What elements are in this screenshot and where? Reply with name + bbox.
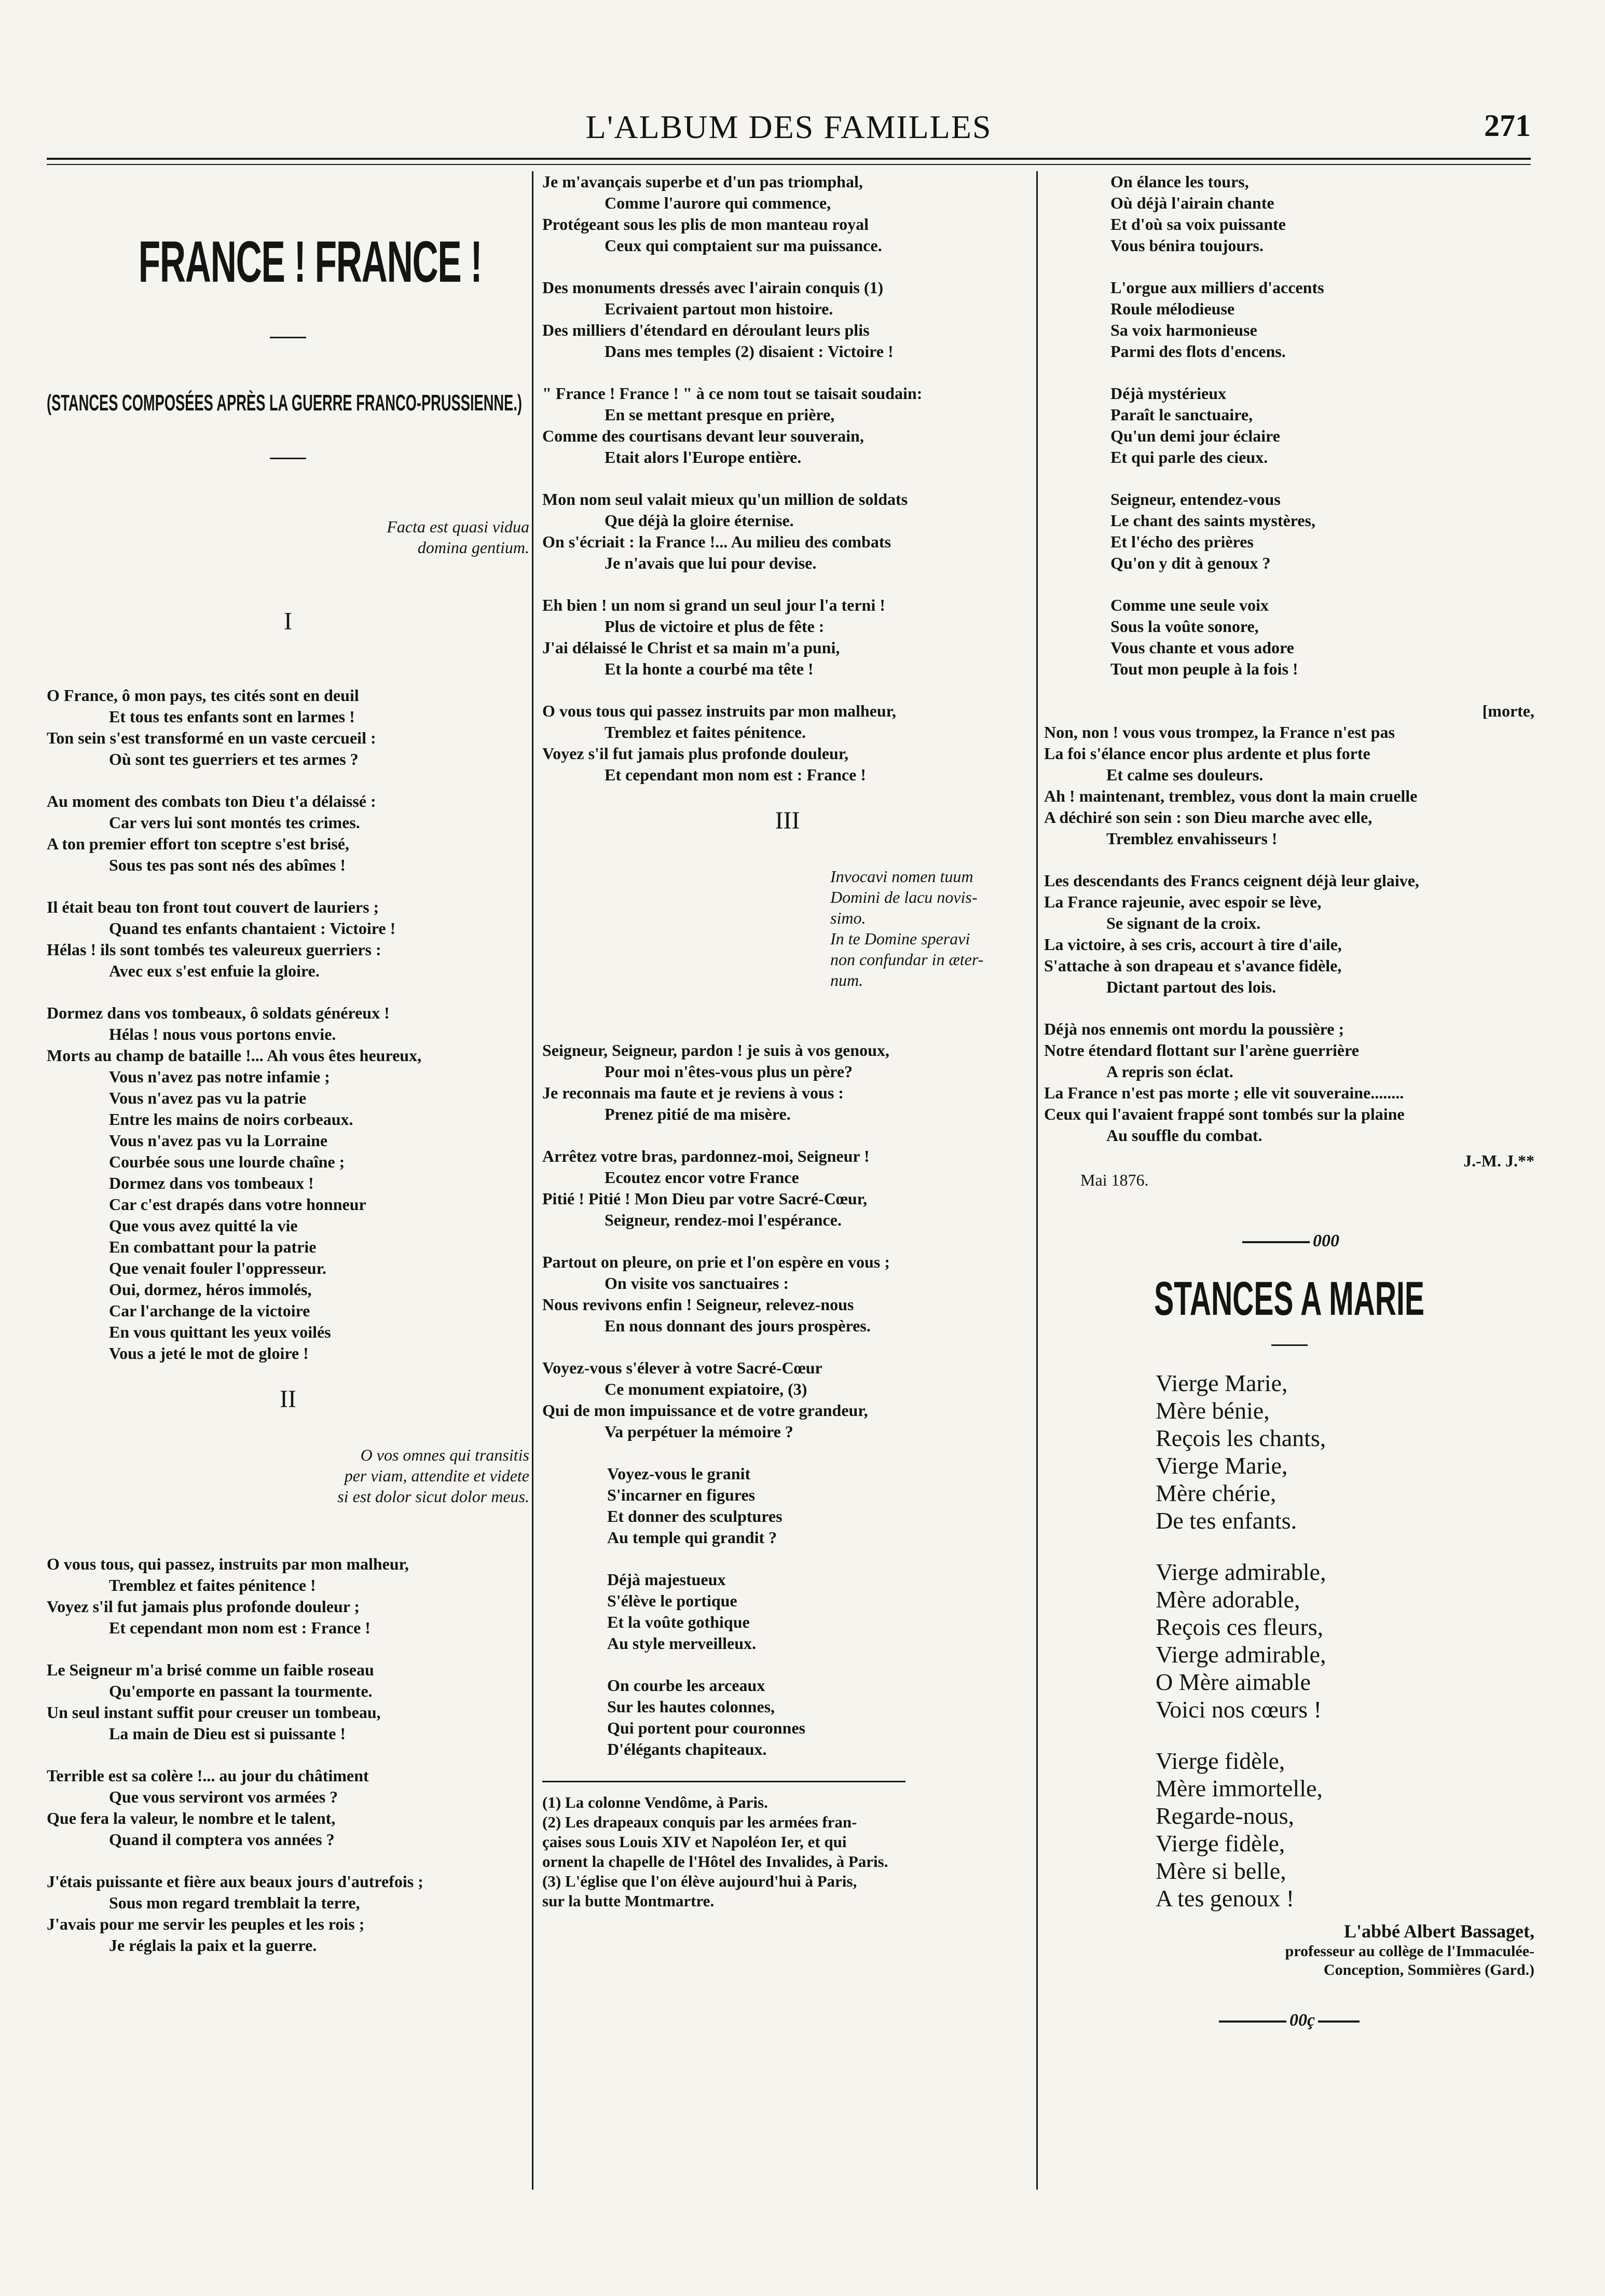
- verse-line: Ecoutez encor votre France: [605, 1168, 799, 1187]
- verse-line: Avec eux s'est enfuie la gloire.: [109, 961, 320, 980]
- verse-line: La France n'est pas morte ; elle vit souveraine........: [1044, 1083, 1404, 1102]
- column-1: [47, 171, 529, 1977]
- text-line: (3) L'église que l'on élève aujourd'hui à Paris,: [542, 1872, 857, 1890]
- verse-line: Où sont tes guerriers et tes armes ?: [109, 750, 359, 768]
- stanza: [1156, 1747, 1534, 1912]
- verse-line: Ceux qui l'avaient frappé sont tombés sur la plaine: [1044, 1105, 1405, 1123]
- verse-line: Ah ! maintenant, tremblez, vous dont la main cruelle: [1044, 787, 1418, 805]
- verse-line: Que venait fouler l'oppresseur.: [109, 1259, 326, 1277]
- stanza: [47, 1765, 529, 1850]
- poem-title-2: STANCES A MARIE: [1154, 1272, 1424, 1325]
- verse-line: Qui de mon impuissance et de votre grandeur,: [542, 1401, 868, 1420]
- page-header: [47, 102, 1531, 159]
- verse-line: Je n'avais que lui pour devise.: [605, 554, 817, 572]
- stanza: [1156, 1558, 1534, 1723]
- verse-line: Ce monument expiatoire, (3): [605, 1380, 807, 1398]
- verse-line: Regarde-nous,: [1156, 1803, 1294, 1829]
- stanza: [542, 171, 1033, 256]
- verse-line: S'incarner en figures: [607, 1486, 756, 1504]
- verse-line: Roule mélodieuse: [1110, 299, 1235, 318]
- text-line: si est dolor sicut dolor meus.: [337, 1487, 529, 1506]
- verse-line: Déjà nos ennemis ont mordu la poussière ;: [1044, 1020, 1345, 1038]
- verse-line: Comme l'aurore qui commence,: [605, 194, 831, 212]
- verse-line: On s'écriait : la France !... Au milieu des combats: [542, 532, 891, 551]
- verse-line: On visite vos sanctuaires :: [605, 1274, 789, 1293]
- footnotes: [542, 1793, 1033, 1911]
- poem-subtitle: (STANCES COMPOSÉES APRÈS LA GUERRE FRANCO-PRUSSIENNE.): [47, 390, 522, 416]
- verse-line: Vous bénira toujours.: [1110, 236, 1264, 255]
- verse-line: D'élégants chapiteaux.: [607, 1740, 767, 1758]
- verse-line: Reçois ces fleurs,: [1156, 1614, 1324, 1640]
- verse-line: Ton sein s'est transformé en un vaste cercueil :: [47, 728, 376, 747]
- text-line: Invocavi nomen tuum: [830, 867, 973, 886]
- verse-line: Non, non ! vous vous trompez, la France n'est pas: [1044, 723, 1395, 741]
- verse-line: Je réglais la paix et la guerre.: [109, 1936, 317, 1955]
- verse-line: Partout on pleure, on prie et l'on espère en vous ;: [542, 1253, 890, 1271]
- verse-line: Plus de victoire et plus de fête :: [605, 617, 825, 636]
- text-line: sur la butte Montmartre.: [542, 1892, 715, 1910]
- verse-line: Et cependant mon nom est : France !: [109, 1618, 371, 1637]
- verse-line: Qu'emporte en passant la tourmente.: [109, 1682, 373, 1700]
- text-line: Conception, Sommières (Gard.): [1323, 1961, 1534, 1978]
- verse-line: Tremblez et faites pénitence.: [605, 723, 806, 741]
- section-numeral: III: [775, 807, 800, 834]
- verse-line: Entre les mains de noirs corbeaux.: [109, 1110, 353, 1129]
- text-line: per viam, attendite et videte: [344, 1466, 529, 1485]
- stanza: [1044, 870, 1534, 998]
- text-line: çaises sous Louis XIV et Napoléon Ier, et qui: [542, 1833, 847, 1851]
- verse-block: [1044, 722, 1534, 1146]
- header-rule-thin: [47, 164, 1531, 165]
- stanza: [542, 1675, 1033, 1760]
- section-numeral: II: [280, 1385, 296, 1413]
- verse-line: A tes genoux !: [1156, 1885, 1295, 1912]
- verse-line: Sous mon regard tremblait la terre,: [109, 1893, 360, 1912]
- verse-line: Car c'est drapés dans votre honneur: [109, 1195, 366, 1214]
- verse-line: Courbée sous une lourde chaîne ;: [109, 1152, 345, 1171]
- verse-line: Mon nom seul valait mieux qu'un million de soldats: [542, 490, 908, 508]
- verse-line: Que vous avez quitté la vie: [109, 1216, 298, 1235]
- verse-line: Seigneur, Seigneur, pardon ! je suis à vos genoux,: [542, 1041, 889, 1060]
- verse-line: A ton premier effort ton sceptre s'est brisé,: [47, 834, 349, 853]
- date: Mai 1876.: [1080, 1171, 1149, 1189]
- verse-line: Sa voix harmonieuse: [1110, 321, 1257, 339]
- column-3: [1044, 171, 1534, 2030]
- stanza: [542, 1569, 1033, 1654]
- verse-line: Dormez dans vos tombeaux !: [109, 1174, 314, 1192]
- verse-line: Dictant partout des lois.: [1106, 978, 1277, 996]
- stanza: [542, 1357, 1033, 1442]
- text-line: In te Domine speravi: [830, 929, 970, 948]
- section-numeral: I: [284, 608, 292, 635]
- verse-line: Le chant des saints mystères,: [1110, 511, 1315, 530]
- ornament: 000: [1044, 1231, 1534, 1251]
- epigraph: [47, 1445, 529, 1507]
- verse-block: [542, 171, 1033, 786]
- stanza: [1110, 595, 1534, 680]
- verse-line: Au style merveilleux.: [607, 1634, 757, 1653]
- verse-line: Et calme ses douleurs.: [1106, 765, 1264, 784]
- column-2: [542, 171, 1033, 1911]
- separator-dash: [1271, 1344, 1308, 1346]
- verse-line: Vous a jeté le mot de gloire !: [109, 1344, 309, 1363]
- verse-line: Paraît le sanctuaire,: [1110, 405, 1253, 424]
- verse-line: Et la voûte gothique: [607, 1613, 750, 1631]
- verse-line: A repris son éclat.: [1106, 1062, 1233, 1081]
- verse-line: Voyez s'il fut jamais plus profonde douleur,: [542, 744, 849, 763]
- signature: J.-M. J.**: [1463, 1151, 1534, 1170]
- verse-line: Tremblez et faites pénitence !: [109, 1576, 316, 1594]
- bracket-note: [morte,: [1482, 702, 1534, 720]
- verse-line: On élance les tours,: [1110, 172, 1249, 191]
- text-line: ornent la chapelle de l'Hôtel des Invalides, à Paris.: [542, 1852, 888, 1871]
- verse-line: A déchiré son sein : son Dieu marche avec elle,: [1044, 808, 1373, 827]
- stanza: [47, 685, 529, 770]
- verse-line: S'élève le portique: [607, 1591, 737, 1610]
- verse-line: Vous n'avez pas vu la Lorraine: [109, 1131, 328, 1150]
- text-line: (1) La colonne Vendôme, à Paris.: [542, 1793, 768, 1811]
- text-line: (2) Les drapeaux conquis par les armées fran-: [542, 1813, 857, 1831]
- header-rule: [47, 158, 1531, 160]
- verse-block: [1044, 171, 1534, 680]
- footnote-rule: [542, 1781, 906, 1782]
- verse-block-marie: [1044, 1369, 1534, 1912]
- verse-line: Car l'archange de la victoire: [109, 1301, 310, 1320]
- stanza: [1156, 1369, 1534, 1534]
- verse-line: La foi s'élance encor plus ardente et plus forte: [1044, 744, 1370, 763]
- verse-line: Dans mes temples (2) disaient : Victoire !: [605, 342, 894, 361]
- verse-line: Au souffle du combat.: [1106, 1126, 1263, 1145]
- stanza: [1110, 383, 1534, 468]
- verse-line: Dormez dans vos tombeaux, ô soldats généreux !: [47, 1003, 390, 1022]
- verse-line: Le Seigneur m'a brisé comme un faible roseau: [47, 1660, 374, 1679]
- column-divider: [1036, 171, 1038, 2190]
- verse-line: Voyez s'il fut jamais plus profonde douleur ;: [47, 1597, 360, 1616]
- stanza: [542, 1463, 1033, 1548]
- verse-line: Arrêtez votre bras, pardonnez-moi, Seigneur !: [542, 1147, 870, 1165]
- verse-line: Notre étendard flottant sur l'arène guerrière: [1044, 1041, 1359, 1060]
- verse-line: Qu'un demi jour éclaire: [1110, 427, 1280, 445]
- verse-line: Voici nos cœurs !: [1156, 1696, 1322, 1723]
- verse-line: Seigneur, entendez-vous: [1110, 490, 1281, 508]
- verse-line: Vierge fidèle,: [1156, 1748, 1285, 1774]
- verse-line: J'avais pour me servir les peuples et les rois ;: [47, 1915, 365, 1933]
- column-divider: [532, 171, 533, 2190]
- verse-line: Sous tes pas sont nés des abîmes !: [109, 856, 346, 874]
- verse-line: Vierge fidèle,: [1156, 1830, 1285, 1857]
- verse-line: Ceux qui comptaient sur ma puissance.: [605, 236, 882, 255]
- epigraph: [542, 866, 1033, 991]
- verse-line: La France rajeunie, avec espoir se lève,: [1044, 892, 1322, 911]
- text-line: num.: [830, 971, 863, 989]
- verse-line: Car vers lui sont montés tes crimes.: [109, 813, 360, 832]
- verse-block: [47, 1553, 529, 1956]
- verse-line: Sous la voûte sonore,: [1110, 617, 1259, 636]
- verse-line: Terrible est sa colère !... au jour du châtiment: [47, 1766, 369, 1785]
- verse-line: Et donner des sculptures: [607, 1507, 783, 1525]
- stanza: [1110, 489, 1534, 574]
- verse-line: Mère bénie,: [1156, 1397, 1270, 1424]
- verse-block: [47, 685, 529, 1364]
- verse-line: Que fera la valeur, le nombre et le talent,: [47, 1809, 336, 1827]
- verse-line: En vous quittant les yeux voilés: [109, 1323, 331, 1341]
- separator-dash: [270, 458, 306, 459]
- verse-line: Et cependant mon nom est : France !: [605, 765, 866, 784]
- verse-line: Mère si belle,: [1156, 1858, 1286, 1884]
- verse-line: Que déjà la gloire éternise.: [605, 511, 794, 530]
- verse-line: Ecrivaient partout mon histoire.: [605, 299, 833, 318]
- verse-line: O vous tous, qui passez, instruits par mon malheur,: [47, 1555, 409, 1573]
- stanza: [542, 1146, 1033, 1231]
- verse-line: Les descendants des Francs ceignent déjà leur glaive,: [1044, 871, 1419, 890]
- verse-line: Prenez pitié de ma misère.: [605, 1105, 791, 1123]
- stanza: [47, 1871, 529, 1956]
- verse-line: Tremblez envahisseurs !: [1106, 829, 1278, 848]
- verse-line: Va perpétuer la mémoire ?: [605, 1422, 793, 1441]
- verse-line: Déjà mystérieux: [1110, 384, 1227, 403]
- verse-line: Quand tes enfants chantaient : Victoire !: [109, 919, 396, 938]
- ornament: 00ç: [1044, 2011, 1534, 2030]
- verse-line: Au temple qui grandit ?: [607, 1528, 777, 1547]
- verse-line: S'attache à son drapeau et s'avance fidèle,: [1044, 956, 1342, 975]
- verse-line: Et tous tes enfants sont en larmes !: [109, 707, 355, 726]
- verse-line: L'orgue aux milliers d'accents: [1110, 278, 1324, 297]
- verse-line: Parmi des flots d'encens.: [1110, 342, 1286, 361]
- stanza: [542, 383, 1033, 468]
- author-title: [1044, 1942, 1534, 1979]
- stanza: [1044, 722, 1534, 849]
- stanza: [542, 489, 1033, 574]
- verse-line: De tes enfants.: [1156, 1507, 1297, 1534]
- text-line: professeur au collège de l'Immaculée-: [1285, 1943, 1534, 1960]
- verse-line: Mère chérie,: [1156, 1480, 1277, 1506]
- verse-line: Vierge Marie,: [1156, 1452, 1288, 1479]
- verse-line: Des monuments dressés avec l'airain conquis (1): [542, 278, 884, 297]
- verse-line: En se mettant presque en prière,: [605, 405, 835, 424]
- verse-line: Comme une seule voix: [1110, 596, 1269, 614]
- verse-line: O France, ô mon pays, tes cités sont en deuil: [47, 686, 359, 705]
- text-line: simo.: [830, 909, 866, 927]
- stanza: [47, 897, 529, 982]
- verse-line: Hélas ! ils sont tombés tes valeureux guerriers :: [47, 940, 381, 959]
- poem-title: FRANCE ! FRANCE !: [138, 229, 482, 294]
- verse-line: Tout mon peuple à la fois !: [1110, 659, 1298, 678]
- verse-line: Nous revivons enfin ! Seigneur, relevez-nous: [542, 1295, 854, 1314]
- verse-line: En combattant pour la patrie: [109, 1238, 317, 1256]
- verse-line: O Mère aimable: [1156, 1669, 1311, 1695]
- verse-line: Protégeant sous les plis de mon manteau royal: [542, 215, 869, 233]
- stanza: [47, 1659, 529, 1744]
- stanza: [542, 277, 1033, 362]
- journal-title: L'ALBUM DES FAMILLES: [585, 108, 992, 145]
- verse-line: Pour moi n'êtes-vous plus un père?: [605, 1062, 853, 1081]
- verse-line: Et la honte a courbé ma tête !: [605, 659, 814, 678]
- verse-line: J'étais puissante et fière aux beaux jours d'autrefois ;: [47, 1872, 423, 1891]
- text-line: non confundar in æter-: [830, 950, 984, 969]
- verse-line: Comme des courtisans devant leur souverain,: [542, 427, 864, 445]
- verse-line: Où déjà l'airain chante: [1110, 194, 1274, 212]
- text-line: Domini de lacu novis-: [830, 888, 978, 906]
- verse-line: Eh bien ! un nom si grand un seul jour l'a terni !: [542, 596, 885, 614]
- verse-line: En nous donnant des jours prospères.: [605, 1316, 871, 1335]
- verse-line: Voyez-vous s'élever à votre Sacré-Cœur: [542, 1358, 822, 1377]
- verse-line: Un seul instant suffit pour creuser un tombeau,: [47, 1703, 381, 1722]
- author-name: L'abbé Albert Bassaget,: [1343, 1921, 1534, 1942]
- verse-line: Hélas ! nous vous portons envie.: [109, 1025, 336, 1043]
- verse-line: Et qui parle des cieux.: [1110, 448, 1268, 466]
- verse-block: [542, 1040, 1033, 1760]
- verse-line: Vierge admirable,: [1156, 1559, 1326, 1585]
- stanza: [47, 1553, 529, 1639]
- verse-line: Qu'on y dit à genoux ?: [1110, 554, 1271, 572]
- verse-line: Mère adorable,: [1156, 1586, 1300, 1613]
- verse-line: Déjà majestueux: [607, 1570, 726, 1589]
- verse-line: Etait alors l'Europe entière.: [605, 448, 802, 466]
- verse-line: Vierge Marie,: [1156, 1370, 1288, 1396]
- verse-line: Morts au champ de bataille !... Ah vous êtes heureux,: [47, 1046, 422, 1065]
- verse-line: Sur les hautes colonnes,: [607, 1697, 775, 1716]
- verse-line: Seigneur, rendez-moi l'espérance.: [605, 1211, 842, 1229]
- text-line: O vos omnes qui transitis: [360, 1446, 529, 1464]
- verse-line: O vous tous qui passez instruits par mon malheur,: [542, 702, 896, 720]
- verse-line: On courbe les arceaux: [607, 1676, 765, 1695]
- text-line: Facta est quasi vidua: [387, 517, 529, 536]
- verse-line: Vierge admirable,: [1156, 1641, 1326, 1668]
- verse-line: Vous n'avez pas notre infamie ;: [109, 1067, 330, 1086]
- text-line: domina gentium.: [417, 538, 529, 557]
- verse-line: Quand il comptera vos années ?: [109, 1830, 335, 1849]
- verse-line: La main de Dieu est si puissante !: [109, 1724, 346, 1743]
- verse-line: Je m'avançais superbe et d'un pas triomphal,: [542, 172, 863, 191]
- verse-line: Au moment des combats ton Dieu t'a délaissé :: [47, 792, 376, 810]
- verse-line: Mère immortelle,: [1156, 1775, 1323, 1802]
- verse-line: Vous n'avez pas vu la patrie: [109, 1089, 307, 1107]
- stanza: [542, 1040, 1033, 1125]
- verse-line: La victoire, à ses cris, accourt à tire d'aile,: [1044, 935, 1342, 954]
- verse-line: Il était beau ton front tout couvert de lauriers ;: [47, 898, 379, 916]
- verse-line: Et d'où sa voix puissante: [1110, 215, 1286, 233]
- verse-line: J'ai délaissé le Christ et sa main m'a puni,: [542, 638, 840, 657]
- page-number: 271: [1484, 108, 1531, 143]
- stanza: [47, 1002, 529, 1364]
- stanza: [542, 700, 1033, 786]
- stanza: [47, 791, 529, 876]
- verse-line: Se signant de la croix.: [1106, 914, 1261, 932]
- verse-line: Reçois les chants,: [1156, 1425, 1326, 1451]
- stanza: [1044, 1019, 1534, 1146]
- verse-line: Qui portent pour couronnes: [607, 1718, 805, 1737]
- verse-line: Des milliers d'étendard en déroulant leurs plis: [542, 321, 870, 339]
- separator-dash: [270, 337, 306, 338]
- verse-line: Que vous serviront vos armées ?: [109, 1788, 338, 1806]
- stanza: [1110, 277, 1534, 362]
- verse-line: Pitié ! Pitié ! Mon Dieu par votre Sacré-Cœur,: [542, 1189, 867, 1208]
- stanza: [542, 1252, 1033, 1337]
- stanza: [1110, 171, 1534, 256]
- verse-line: Et l'écho des prières: [1110, 532, 1254, 551]
- verse-line: " France ! France ! " à ce nom tout se taisait soudain:: [542, 384, 923, 403]
- verse-line: Vous chante et vous adore: [1110, 638, 1294, 657]
- verse-line: Je reconnais ma faute et je reviens à vous :: [542, 1083, 844, 1102]
- epigraph: [47, 516, 529, 558]
- verse-line: Oui, dormez, héros immolés,: [109, 1280, 312, 1299]
- verse-line: Voyez-vous le granit: [607, 1464, 751, 1483]
- stanza: [542, 595, 1033, 680]
